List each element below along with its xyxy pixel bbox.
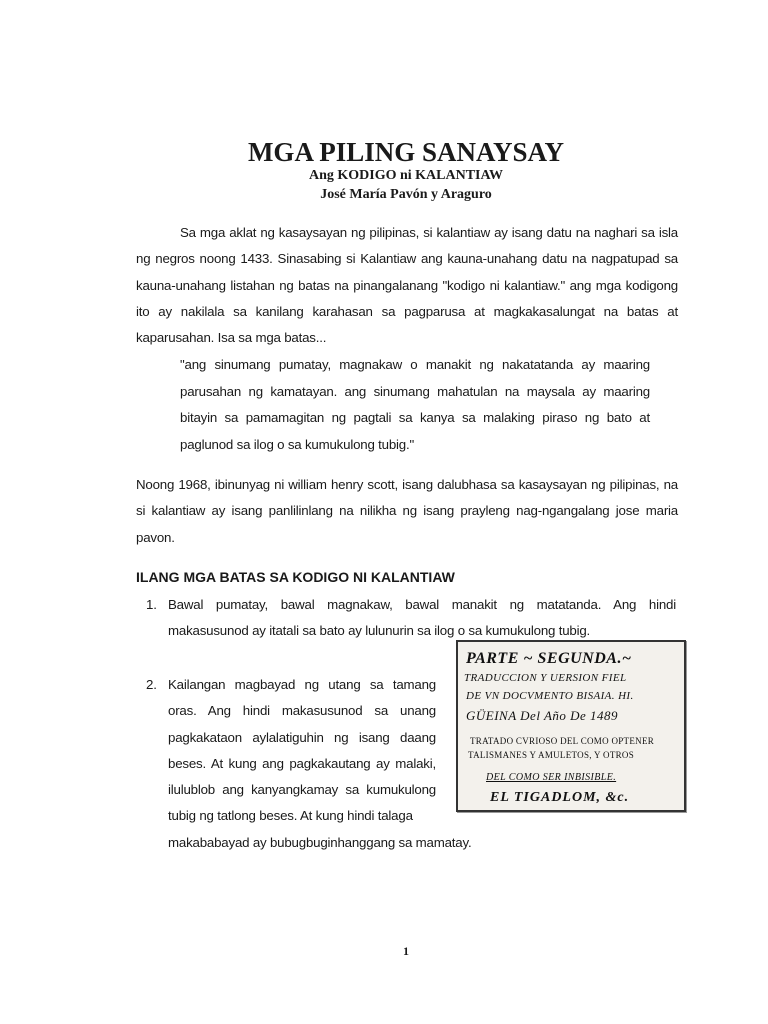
intro-paragraph: Sa mga aklat ng kasaysayan ng pilipinas, si kalantiaw ay isang datu na naghari sa isla ng negros noong 1433. Sinasabing si Kalantiaw ang kauna-unahang datu na nagpatupad sa kauna-unahang listahan ng batas na pinangalanang "kodigo ni kalantiaw." ang mga kodigong ito ay nakilala sa kanilang karahasan sa pagparusa at magkakasalungat na batas at kaparusahan. Isa sa mga batas... [136, 225, 678, 346]
manuscript-line: PARTE ~ SEGUNDA.~ [466, 650, 632, 667]
revelation-paragraph: Noong 1968, ibinunyag ni william henry scott, isang dalubhasa sa kasaysayan ng pilipinas, na si kalantiaw ay isang panlilinlang na nilikha ng isang prayleng nag-ngangalang jose maria pavon. [136, 477, 678, 545]
manuscript-line: EL TIGADLOM, &c. [490, 790, 630, 805]
manuscript-line: DEL COMO SER INBISIBLE. [486, 772, 617, 783]
law-quote: "ang sinumang pumatay, magnakaw o manakit ng nakatatanda ay maaring parusahan ng kamatayan. ang sinumang mahatulan na maysala ay maaring bitayin sa pamamagitan ng pagtali sa kanya sa malaking piraso ng bato at paglunod sa ilog o sa kumukulong tubig." [180, 357, 650, 452]
page-subtitle: Ang KODIGO ni KALANTIAW [308, 168, 504, 183]
list-item-text: Bawal pumatay, bawal magnakaw, bawal manakit ng matatanda. Ang hindi makasusunod ay itatali sa bato ay lulunurin sa ilog o sa kumukulong tubig. [168, 597, 676, 639]
manuscript-line: TRATADO CVRIOSO DEL COMO OPTENER [470, 736, 655, 746]
page-number: 1 [403, 944, 409, 958]
author-line: José María Pavón y Araguro [320, 187, 492, 202]
list-item-number: 1. [146, 597, 157, 612]
manuscript-line: TALISMANES Y AMULETOS, Y OTROS [468, 750, 635, 760]
manuscript-image [456, 640, 686, 812]
page-title: MGA PILING SANAYSAY [247, 137, 565, 167]
manuscript-line: GÜEINA Del Año De 1489 [466, 708, 619, 723]
list-item-text: Kailangan magbayad ng utang sa tamang oras. Ang hindi makasusunod sa unang pagkakataon aylalatiguhin ng isang daang beses. At kung ang pagkakautang ay malaki, ilulublob ang kanyangkamay sa kumukulong tubig ng tatlong beses. At kung hindi talaga [168, 677, 436, 824]
manuscript-line: TRADUCCION Y UERSION FIEL [464, 672, 627, 684]
manuscript-line: DE VN DOCVMENTO BISAIA. HI. [466, 690, 634, 702]
section-heading: ILANG MGA BATAS SA KODIGO NI KALANTIAW [136, 569, 455, 585]
list-item-number: 2. [146, 677, 157, 692]
list-item-text-continued: makababayad ay bubugbuginhanggang sa mamatay. [168, 835, 472, 850]
